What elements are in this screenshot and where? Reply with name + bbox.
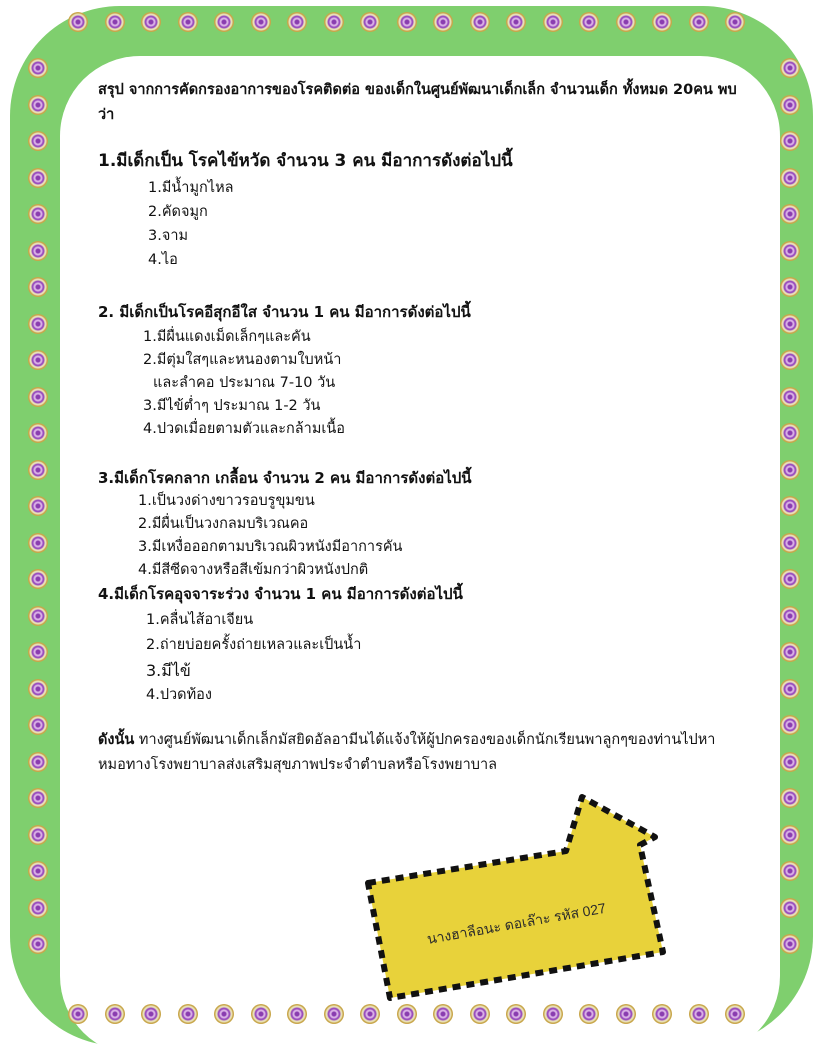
conclusion-lead: ดังนั้น — [98, 732, 135, 748]
signature-text: นางฮาลีอนะ ดอเล๊าะ รหัส 027 — [425, 899, 608, 947]
symptom-item: 3.มีไข้ต่ำๆ ประมาณ 1-2 วัน — [143, 398, 321, 414]
symptom-item: 4.มีสีซีดจางหรือสีเข้มกว่าผิวหนังปกติ — [138, 562, 369, 578]
intro-paragraph: สรุป จากการคัดกรองอาการของโรคติดต่อ ของเด็กในศูนย์พัฒนาเด็กเล็ก จำนวนเด็ก ทั้งหมด 20คน พบว่า — [98, 82, 737, 123]
symptom-item: 2.ถ่ายบ่อยครั้งถ่ายเหลวและเป็นน้ำ — [146, 637, 362, 653]
symptom-item: 1.คลื่นไส้อาเจียน — [146, 612, 254, 628]
symptom-item: 4.ไอ — [148, 252, 178, 268]
section-title: 2. มีเด็กเป็นโรคอีสุกอีใส จำนวน 1 คน มีอาการดังต่อไปนี้ — [98, 303, 471, 321]
symptom-item: 1.เป็นวงด่างขาวรอบรูขุมขน — [138, 493, 315, 509]
symptom-item: 2.มีตุ่มใสๆและหนองตามใบหน้า — [143, 352, 342, 368]
symptom-item: 3.มีเหงื่อออกตามบริเวณผิวหนังมีอาการคัน — [138, 539, 403, 555]
symptom-item: 3.มีไข้ — [146, 661, 191, 680]
symptom-item: 3.จาม — [148, 228, 189, 244]
symptom-item: 1.มีผื่นแดงเม็ดเล็กๆและคัน — [143, 329, 311, 345]
symptom-item: 4.ปวดเมื่อยตามตัวและกล้ามเนื้อ — [143, 421, 345, 437]
symptom-item: 4.ปวดท้อง — [146, 687, 212, 703]
section-title: 4.มีเด็กโรคอุจจาระร่วง จำนวน 1 คน มีอาการดังต่อไปนี้ — [98, 585, 463, 603]
section-title: 3.มีเด็กโรคกลาก เกลื้อน จำนวน 2 คน มีอาการดังต่อไปนี้ — [98, 469, 472, 487]
symptom-item: 1.มีน้ำมูกไหล — [148, 180, 234, 196]
sticker-shape — [368, 797, 663, 998]
symptom-item: 2.มีผื่นเป็นวงกลมบริเวณคอ — [138, 516, 309, 532]
symptom-item: และลำคอ ประมาณ 7-10 วัน — [153, 375, 336, 391]
section-title: 1.มีเด็กเป็น โรคไข้หวัด จำนวน 3 คน มีอาการดังต่อไปนี้ — [98, 151, 513, 171]
symptom-item: 2.คัดจมูก — [148, 204, 208, 220]
conclusion-text: ทางศูนย์พัฒนาเด็กเล็กมัสยิดอัลอามีนได้แจ้งให้ผู้ปกครองของเด็กนักเรียนพาลูกๆของท่านไปหาหมอทางโรงพยาบาลส่งเสริมสุขภาพประจำตำบลหรือโรงพยาบาล — [98, 732, 716, 773]
